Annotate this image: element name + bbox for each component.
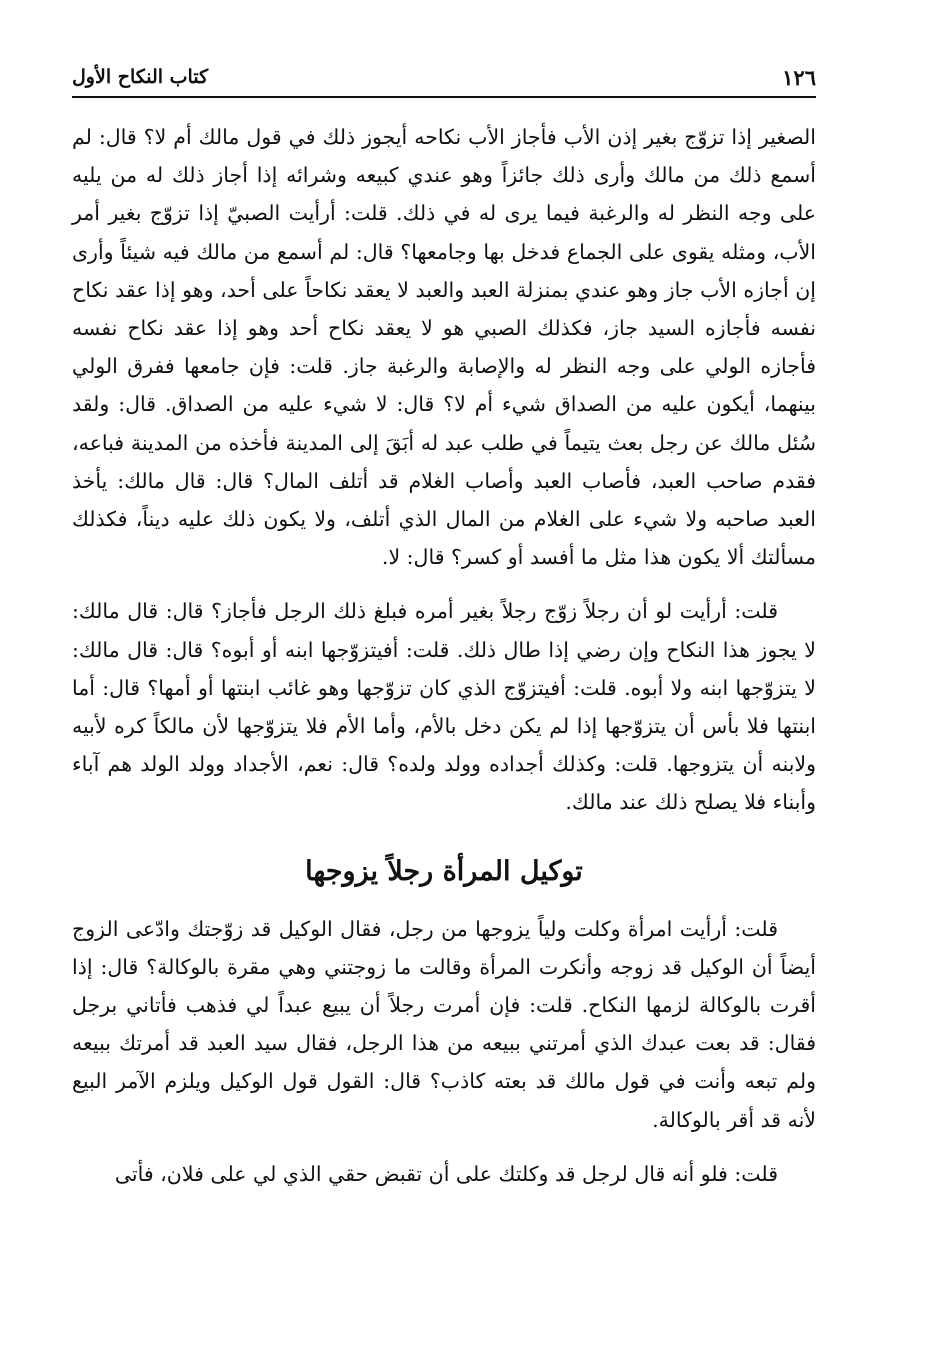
page-body <box>72 118 816 1193</box>
running-header <box>72 52 816 98</box>
paragraph-2: قلت: أرأيت لو أن رجلاً زوّج رجلاً بغير أمره فبلغ ذلك الرجل فأجاز؟ قال: قال مالك: لا يجوز هذا النكاح وإن رضي إذا طال ذلك. قلت: أفيتزوّجها ابنه أو أبوه؟ قال: قال مالك: لا يتزوّجها ابنه ولا أبوه. قلت: أفيتزوّج الذي كان تزوّجها وهو غائب ابنتها أو أمها؟ قال: أما ابنتها فلا بأس أن يتزوّجها إذا لم يكن دخل بالأم، وأما الأم فلا يتزوّجها لأن مالكاً كره لأبيه ولابنه أن يتزوجها. قلت: وكذلك أجداده وولد ولده؟ قال: نعم، الأجداد وولد الولد هم آباء وأبناء فلا يصلح ذلك عند مالك. <box>72 599 816 815</box>
page-number: ١٢٦ <box>782 65 816 90</box>
section-heading: توكيل المرأة رجلاً يزوجها <box>305 855 583 887</box>
paragraph-3: قلت: أرأيت امرأة وكلت ولياً يزوجها من رجل، فقال الوكيل قد زوّجتك وادّعى الزوج أيضاً أن الوكيل قد زوجه وأنكرت المرأة وقالت ما زوجتني وهي مقرة بالوكالة؟ قال: إذا أقرت بالوكالة لزمها النكاح. قلت: فإن أمرت رجلاً أن يبيع عبداً لي فذهب فأتاني برجل فقال: قد بعت عبدك الذي أمرتني ببيعه من هذا الرجل، فقال سيد العبد قد أمرتك ببيعه ولم تبعه وأنت في قول مالك قد بعته كاذب؟ قال: القول قول الوكيل ويلزم الآمر البيع لأنه قد أقر بالوكالة. <box>72 916 816 1132</box>
book-title: كتاب النكاح الأول <box>72 66 209 88</box>
paragraph-1: الصغير إذا تزوّج بغير إذن الأب فأجاز الأب نكاحه أيجوز ذلك في قول مالك أم لا؟ قال: لم أسمع ذلك من مالك وأرى ذلك جائزاً وهو عندي كبيعه وشرائه إذا أجاز ذلك له من يليه على وجه النظر له والرغبة فيما يرى له في ذلك. قلت: أرأيت الصبيّ إذا تزوّج بغير أمر الأب، ومثله يقوى على الجماع فدخل بها وجامعها؟ قال: لم أسمع من مالك فيه شيئاً وأرى إن أجازه الأب جاز وهو عندي بمنزلة العبد والعبد لا يعقد نكاحاً على أحد، وهو إذا عقد نكاح نفسه فأجازه السيد جاز، فكذلك الصبي هو لا يعقد نكاح أحد وهو إذا عقد نكاح نفسه فأجازه الولي على وجه النظر له والإصابة والرغبة جاز. قلت: فإن جامعها ففرق الولي بينهما، أيكون عليه من الصداق شيء أم لا؟ قال: لا شيء عليه من الصداق. قال: ولقد سُئل مالك عن رجل بعث يتيماً في طلب عبد له أبَقَ إلى المدينة فأخذه من المدينة فباعه، فقدم صاحب العبد، فأصاب العبد وأصاب الغلام قد أتلف المال؟ قال: قال مالك: يأخذ العبد صاحبه ولا شيء على الغلام من المال الذي أتلف، ولا يكون ذلك عليه ديناً، فكذلك مسألتك ألا يكون هذا مثل ما أفسد أو كسر؟ قال: لا. <box>72 125 816 570</box>
paragraph-4: قلت: فلو أنه قال لرجل قد وكلتك على أن تقبض حقي الذي لي على فلان، فأتى <box>114 1161 778 1186</box>
